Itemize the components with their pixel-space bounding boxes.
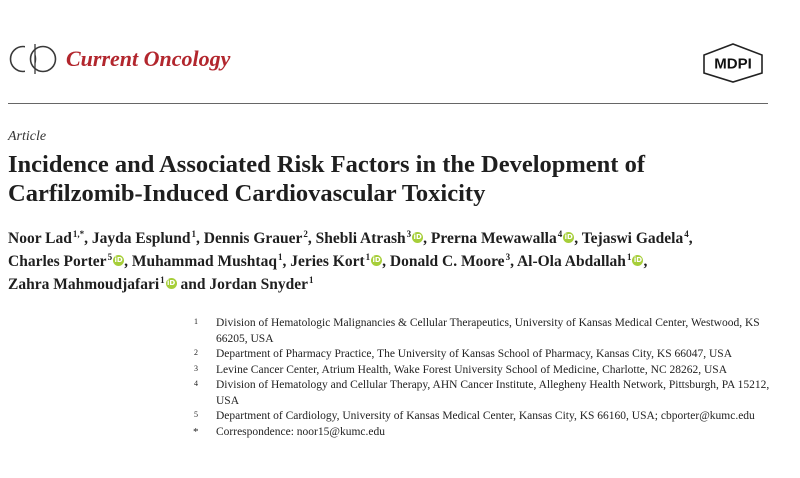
author-item[interactable]: [431, 230, 578, 247]
affiliation-text: Department of Cardiology, University of Kansas Medical Center, Kansas City, KS 66160, USA; cbporter@kumc.edu: [216, 410, 755, 422]
affiliation-item: [190, 425, 790, 441]
article-title-line-2: Carfilzomib-Induced Cardiovascular Toxicity: [8, 180, 486, 207]
orcid-icon[interactable]: iD: [633, 256, 643, 264]
author-name[interactable]: Zahra Mahmoudjafari: [8, 276, 160, 293]
orcid-icon[interactable]: iD: [413, 233, 422, 241]
author-affiliation-marker: 1: [277, 252, 283, 262]
author-name[interactable]: Jordan Snyder: [209, 276, 308, 293]
author-name[interactable]: Jayda Esplund: [91, 230, 191, 247]
author-line: [8, 248, 788, 271]
affiliation-number: 5: [194, 410, 198, 419]
header-divider: [8, 103, 768, 104]
author-item[interactable]: [8, 230, 88, 247]
author-item[interactable]: [316, 230, 427, 247]
author-affiliation-marker: 1: [365, 252, 371, 262]
author-item[interactable]: [204, 230, 312, 247]
author-item[interactable]: [290, 253, 386, 270]
author-line: [8, 271, 788, 294]
affiliation-item: [190, 363, 790, 379]
author-item[interactable]: [8, 253, 128, 270]
author-separator: ,: [282, 253, 287, 270]
author-item[interactable]: [8, 276, 206, 293]
affiliation-number: 2: [194, 348, 198, 357]
author-name[interactable]: Donald C. Moore: [389, 253, 505, 270]
article-type-label: Article: [8, 129, 47, 144]
affiliation-text: Division of Hematologic Malignancies & Cellular Therapeutics, University of Kansas Medical Center, Westwood, KS 66205, USA: [216, 317, 760, 345]
affiliation-number: 4: [194, 379, 198, 388]
author-name[interactable]: Shebli Atrash: [315, 230, 406, 247]
author-affiliation-marker: 1: [626, 252, 632, 262]
author-name[interactable]: Noor Lad: [8, 230, 72, 247]
author-list: [8, 225, 788, 294]
affiliation-text: Levine Cancer Center, Atrium Health, Wake Forest University School of Medicine, Charlotte, NC 28262, USA: [216, 363, 728, 376]
author-affiliation-marker: 2: [303, 229, 308, 239]
author-affiliation-marker: 4: [557, 229, 563, 239]
mdpi-logo-text: MDPI: [714, 55, 752, 73]
author-item[interactable]: [517, 253, 647, 270]
author-affiliation-marker: 1: [309, 275, 314, 285]
author-affiliation-marker: 3: [406, 229, 412, 239]
affiliation-text: Correspondence: noor15@kumc.edu: [216, 425, 385, 438]
affiliation-item: [190, 316, 790, 347]
affiliation-number: 1: [194, 317, 198, 326]
affiliation-item: [190, 347, 790, 363]
author-item[interactable]: [132, 253, 287, 270]
author-affiliation-marker: 1,*: [72, 229, 85, 239]
author-separator: ,: [510, 253, 514, 270]
author-item[interactable]: [582, 230, 693, 247]
author-separator: ,: [643, 253, 648, 270]
author-separator: ,: [196, 230, 200, 247]
author-item[interactable]: [209, 276, 313, 293]
author-separator: ,: [382, 253, 387, 270]
author-separator: ,: [688, 230, 693, 247]
author-item[interactable]: [92, 230, 200, 247]
author-separator: ,: [423, 230, 428, 247]
author-name[interactable]: Muhammad Mushtaq: [131, 253, 277, 270]
author-affiliation-marker: 3: [505, 252, 511, 262]
author-separator: and: [176, 276, 206, 293]
article-title-line-1: Incidence and Associated Risk Factors in the Development of: [8, 151, 645, 178]
orcid-icon[interactable]: iD: [114, 256, 123, 264]
author-name[interactable]: Prerna Mewawalla: [430, 230, 557, 247]
author-name[interactable]: Jeries Kort: [290, 253, 365, 270]
affiliation-item: [190, 409, 790, 425]
author-name[interactable]: Tejaswi Gadela: [581, 230, 684, 247]
journal-name: Current Oncology: [66, 46, 231, 71]
affiliation-item: [190, 378, 790, 409]
author-name[interactable]: Al-Ola Abdallah: [516, 253, 626, 270]
affiliation-text: Division of Hematology and Cellular Therapy, AHN Cancer Institute, Allegheny Health Network, Pittsburgh, PA 15212, USA: [216, 379, 770, 407]
author-separator: ,: [84, 230, 89, 247]
author-separator: ,: [574, 230, 579, 247]
author-affiliation-marker: 1: [191, 229, 197, 239]
orcid-icon[interactable]: iD: [372, 256, 381, 264]
journal-logo: [9, 38, 61, 80]
author-name[interactable]: Dennis Grauer: [203, 230, 303, 247]
author-line: [8, 225, 788, 248]
author-item[interactable]: [390, 253, 514, 270]
affiliation-number: 3: [194, 363, 198, 373]
article-title: [8, 150, 788, 208]
author-name[interactable]: Charles Porter: [8, 253, 107, 270]
author-affiliation-marker: 1: [160, 275, 165, 285]
author-separator: ,: [124, 253, 128, 270]
affiliation-list: [190, 316, 790, 440]
orcid-icon[interactable]: iD: [564, 233, 573, 241]
author-affiliation-marker: 4: [684, 229, 689, 239]
orcid-icon[interactable]: iD: [167, 279, 176, 287]
affiliation-number: *: [193, 425, 199, 438]
author-affiliation-marker: 5: [107, 252, 113, 262]
mdpi-logo: [700, 42, 766, 84]
affiliation-text: Department of Pharmacy Practice, The University of Kansas School of Pharmacy, Kansas City, KS 66047, USA: [216, 348, 733, 360]
author-separator: ,: [307, 230, 312, 247]
